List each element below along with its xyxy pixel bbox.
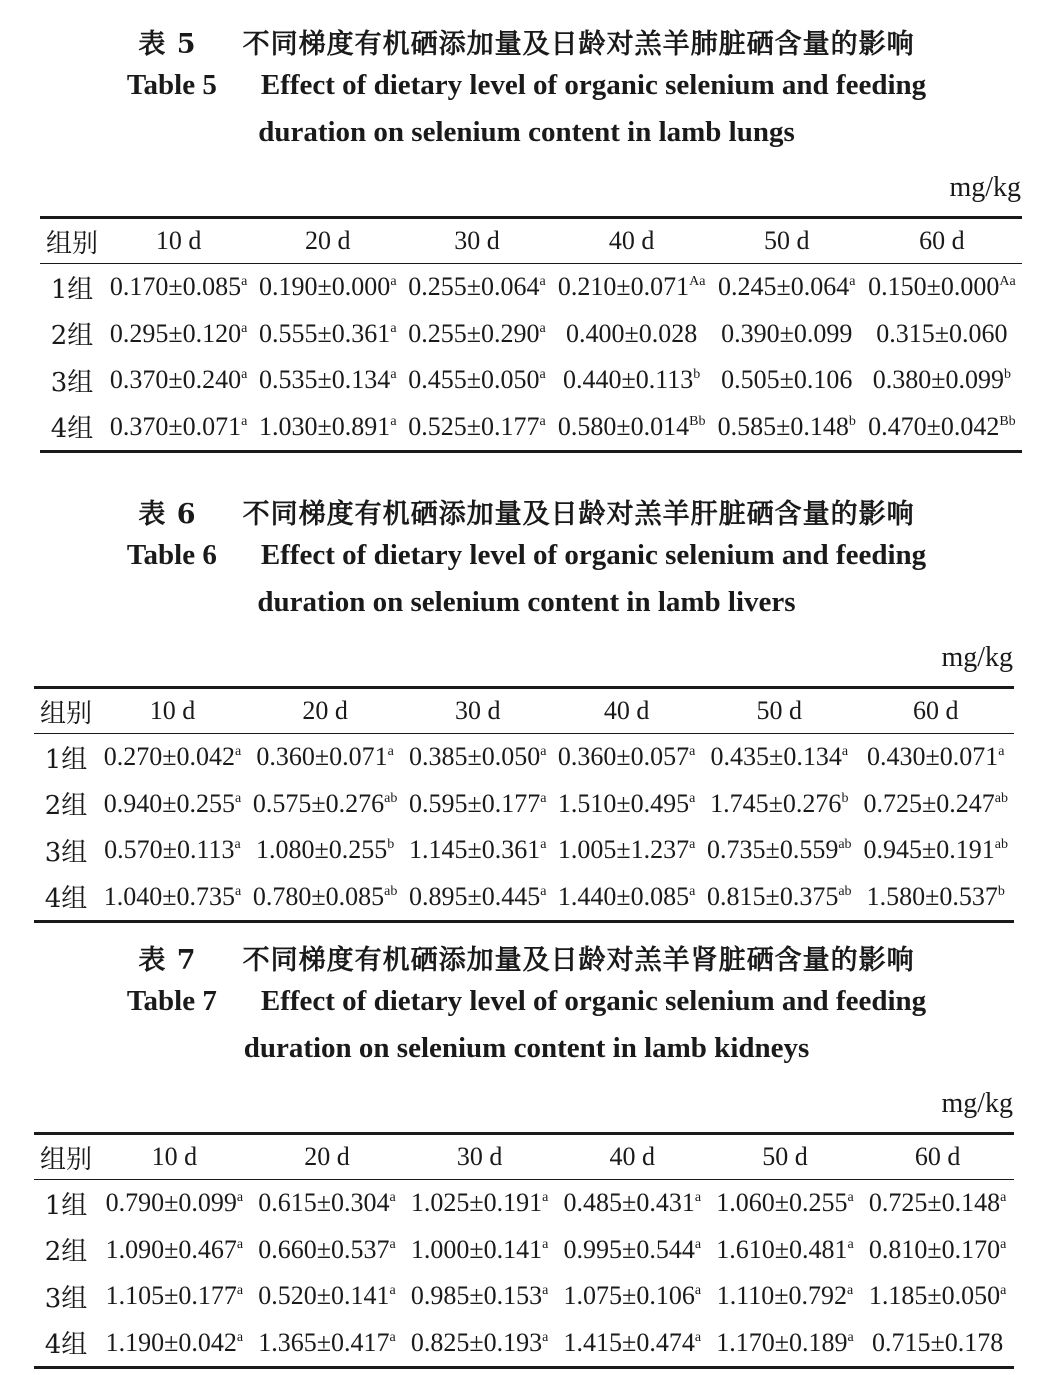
table5-group-label: 3组 (50, 367, 94, 398)
cell-value: 0.940±0.255 (103, 788, 235, 818)
cell-value: 0.455±0.050 (408, 365, 540, 395)
table6-cell (858, 781, 1014, 828)
table7-header-day: 40 d (556, 1134, 709, 1180)
significance-letter: a (234, 883, 242, 899)
cell-value: 1.040±0.735 (103, 881, 235, 911)
table5-body (40, 264, 1022, 452)
table5-cell (862, 357, 1022, 404)
cell-value: 0.385±0.050 (409, 742, 541, 772)
significance-letter: a (241, 367, 248, 383)
significance-letter: a (689, 744, 696, 760)
significance-letter: Bb (999, 413, 1016, 429)
cell-value: 1.025±0.191 (410, 1188, 543, 1218)
significance-letter: a (841, 744, 849, 760)
table7-header-day: 30 d (403, 1134, 556, 1180)
cell-value: 1.510±0.495 (557, 788, 690, 818)
table5-cell (712, 264, 862, 311)
significance-letter: ab (838, 837, 852, 853)
table6-cell (247, 827, 403, 874)
table7-group-label: 1组 (44, 1190, 88, 1221)
table7-cell (251, 1273, 404, 1320)
cell-value: 0.150±0.000 (868, 272, 1000, 302)
table6-cell (858, 827, 1014, 874)
table5-cell (253, 311, 402, 358)
table7-cell (709, 1180, 862, 1227)
cell-value: 1.185±0.050 (868, 1281, 1001, 1311)
cell-value: 1.145±0.361 (409, 835, 541, 865)
cell-value: 0.715±0.178 (872, 1327, 1004, 1357)
significance-letter: b (997, 883, 1005, 899)
significance-letter: a (998, 744, 1005, 760)
significance-letter: b (693, 367, 701, 383)
table5-cell (552, 264, 712, 311)
table6-cell (98, 734, 247, 781)
significance-letter: a (694, 1283, 702, 1299)
significance-letter: ab (994, 837, 1009, 853)
table7-cell (251, 1180, 404, 1227)
significance-letter: a (689, 790, 696, 806)
table7-row (34, 1320, 1014, 1368)
significance-letter: a (847, 1236, 854, 1252)
table5-header-day: 40 d (552, 218, 712, 264)
significance-letter: a (389, 1236, 396, 1252)
significance-letter: a (694, 1190, 702, 1206)
cell-value: 0.555±0.361 (259, 318, 391, 348)
cell-value: 0.315±0.060 (876, 318, 1008, 348)
significance-letter: a (236, 1190, 244, 1206)
table7-cell (251, 1227, 404, 1274)
table5 (40, 216, 1022, 453)
table6-body (34, 734, 1014, 922)
table7-group-label: 3组 (44, 1283, 88, 1314)
table5-group-label: 2组 (50, 321, 94, 352)
table6-title-en-1: Effect of dietary level of organic selenium and feeding (260, 539, 927, 571)
significance-letter: a (390, 413, 397, 429)
table5-unit: mg/kg (949, 172, 1021, 203)
significance-letter: ab (838, 883, 852, 899)
table7-caption-cn (0, 944, 1053, 978)
significance-letter: a (694, 1329, 702, 1345)
cell-value: 1.745±0.276 (710, 788, 842, 818)
table5-cell (552, 404, 712, 452)
table7-title-en-2: duration on selenium content in lamb kidneys (243, 1032, 810, 1064)
significance-letter: a (539, 320, 546, 336)
table5-label-en: Table 5 (126, 69, 217, 101)
table6-header-row (34, 688, 1014, 734)
table7-header-row (34, 1134, 1014, 1180)
table5-header-day: 30 d (402, 218, 551, 264)
significance-letter: a (389, 1283, 396, 1299)
table7-cell (98, 1227, 251, 1274)
table6-cell (701, 874, 857, 922)
table5-title-cn: 不同梯度有机硒添加量及日龄对羔羊肺脏硒含量的影响 (242, 29, 915, 60)
significance-letter: a (1000, 1190, 1007, 1206)
significance-letter: a (542, 1283, 549, 1299)
cell-value: 1.580±0.537 (866, 881, 998, 911)
table5-title-en-2: duration on selenium content in lamb lungs (258, 116, 795, 148)
table5-cell (253, 404, 402, 452)
significance-letter: a (234, 790, 242, 806)
significance-letter: a (241, 320, 248, 336)
table7-row (34, 1180, 1014, 1227)
table5-header-day: 20 d (253, 218, 402, 264)
significance-letter: ab (384, 883, 398, 899)
table7-cell (556, 1273, 709, 1320)
cell-value: 0.485±0.431 (563, 1188, 695, 1218)
cell-value: 0.615±0.304 (258, 1188, 390, 1218)
table7-cell (403, 1273, 556, 1320)
table7-cell (251, 1320, 404, 1368)
table5-header-day: 60 d (862, 218, 1022, 264)
table7-cell (861, 1320, 1014, 1368)
significance-letter: ab (384, 790, 398, 806)
table7-header-day: 20 d (251, 1134, 404, 1180)
significance-letter: b (387, 837, 395, 853)
significance-letter: a (236, 1329, 244, 1345)
table5-cell (104, 264, 253, 311)
table7-cell (556, 1320, 709, 1368)
cell-value: 0.370±0.071 (109, 411, 242, 441)
significance-letter: a (542, 1236, 549, 1252)
table7-cell (556, 1180, 709, 1227)
table7 (34, 1132, 1014, 1369)
cell-value: 0.435±0.134 (710, 742, 842, 772)
table5-group-label: 4组 (40, 404, 104, 452)
cell-value: 0.400±0.028 (566, 318, 698, 348)
table5-cell (253, 264, 402, 311)
cell-value: 0.255±0.064 (408, 272, 540, 302)
table6-cell (403, 874, 552, 922)
table5-row (40, 404, 1022, 452)
table7-row (34, 1273, 1014, 1320)
table6-unit: mg/kg (941, 642, 1013, 673)
table5-cell (712, 357, 862, 404)
table5-caption-en-line1 (0, 62, 1053, 109)
table6-cell (858, 734, 1014, 781)
cell-value: 0.360±0.057 (557, 742, 690, 772)
table6-header-day: 20 d (247, 688, 403, 734)
table6-label-en: Table 6 (126, 539, 217, 571)
cell-value: 0.360±0.071 (256, 742, 388, 772)
cell-value: 0.825±0.193 (410, 1327, 543, 1357)
table5-row (40, 311, 1022, 358)
significance-letter: a (390, 367, 397, 383)
cell-value: 0.945±0.191 (863, 835, 995, 865)
table7-cell (861, 1227, 1014, 1274)
cell-value: 0.810±0.170 (868, 1234, 1001, 1264)
table7-header-group: 组别 (34, 1134, 98, 1180)
significance-letter: a (847, 1190, 854, 1206)
table7-header-day: 60 d (861, 1134, 1014, 1180)
significance-letter: ab (994, 790, 1009, 806)
significance-letter: b (1004, 367, 1012, 383)
table6-cell (403, 781, 552, 828)
table6-cell (98, 827, 247, 874)
table7-row (34, 1227, 1014, 1274)
cell-value: 0.255±0.290 (408, 318, 540, 348)
significance-letter: a (241, 274, 248, 290)
cell-value: 0.570±0.113 (104, 835, 235, 865)
table5-cell (712, 404, 862, 452)
table6-label-cn: 表 6 (138, 499, 197, 530)
table7-unit: mg/kg (941, 1088, 1013, 1119)
table7-cell (98, 1273, 251, 1320)
significance-letter: a (1000, 1236, 1007, 1252)
table7-cell (403, 1320, 556, 1368)
cell-value: 0.525±0.177 (408, 411, 540, 441)
significance-letter: a (542, 1190, 549, 1206)
table5-cell (104, 311, 253, 358)
cell-value: 0.210±0.071 (557, 272, 690, 302)
table5-cell (862, 311, 1022, 358)
cell-value: 0.725±0.148 (868, 1188, 1001, 1218)
table6-group-label: 2组 (44, 791, 88, 822)
table5-cell (552, 357, 712, 404)
table5-header-day: 50 d (712, 218, 862, 264)
cell-value: 0.470±0.042 (868, 411, 1000, 441)
table7-cell (403, 1180, 556, 1227)
table6-cell (701, 827, 857, 874)
table6-cell (403, 734, 552, 781)
cell-value: 1.005±1.237 (557, 835, 690, 865)
table6-header-day: 40 d (552, 688, 701, 734)
significance-letter: b (848, 413, 856, 429)
significance-letter: a (241, 413, 248, 429)
table5-group-label: 1组 (50, 274, 94, 305)
table6-group-label: 3组 (44, 837, 88, 868)
table6-cell (98, 874, 247, 922)
significance-letter: a (542, 1329, 549, 1345)
table6-header-group: 组别 (34, 688, 98, 734)
table5-row (40, 264, 1022, 311)
table7-cell (709, 1273, 862, 1320)
significance-letter: a (540, 883, 547, 899)
cell-value: 0.585±0.148 (717, 411, 849, 441)
significance-letter: a (236, 1236, 244, 1252)
table5-row (40, 357, 1022, 404)
table6-cell (247, 734, 403, 781)
table5-cell (402, 357, 551, 404)
significance-letter: a (390, 320, 397, 336)
cell-value: 1.090±0.467 (105, 1234, 237, 1264)
table6-cell (701, 734, 857, 781)
table6-row (34, 827, 1014, 874)
table6-cell (552, 734, 701, 781)
cell-value: 0.780±0.085 (252, 881, 385, 911)
table6-cell (552, 781, 701, 828)
cell-value: 0.390±0.099 (721, 318, 853, 348)
significance-letter: a (234, 837, 241, 853)
table5-cell (862, 404, 1022, 452)
table6-cell (403, 827, 552, 874)
table6-group-label: 4组 (34, 874, 98, 922)
cell-value: 0.370±0.240 (109, 365, 242, 395)
table5-cell (712, 311, 862, 358)
table6-title-cn: 不同梯度有机硒添加量及日龄对羔羊肝脏硒含量的影响 (242, 499, 915, 530)
table7-title-en-1: Effect of dietary level of organic selenium and feeding (260, 985, 927, 1017)
table7-cell (709, 1320, 862, 1368)
cell-value: 0.190±0.000 (259, 272, 391, 302)
cell-value: 1.030±0.891 (259, 411, 391, 441)
table6-row (34, 781, 1014, 828)
cell-value: 0.535±0.134 (259, 365, 391, 395)
table6-cell (98, 781, 247, 828)
table5-caption-cn (0, 28, 1053, 62)
table7-group-label: 2组 (44, 1237, 88, 1268)
cell-value: 0.725±0.247 (863, 788, 995, 818)
significance-letter: a (540, 744, 547, 760)
significance-letter: a (849, 274, 856, 290)
cell-value: 1.000±0.141 (410, 1234, 543, 1264)
significance-letter: a (694, 1236, 702, 1252)
cell-value: 1.075±0.106 (563, 1281, 695, 1311)
table5-cell (104, 404, 253, 452)
table6 (34, 686, 1014, 923)
table6-cell (247, 874, 403, 922)
table6-title-en-2: duration on selenium content in lamb livers (257, 586, 796, 618)
table6-caption (0, 498, 1053, 626)
cell-value: 1.415±0.474 (563, 1327, 695, 1357)
significance-letter: a (390, 274, 397, 290)
table6-header-day: 60 d (858, 688, 1014, 734)
significance-letter: a (387, 744, 394, 760)
cell-value: 0.520±0.141 (258, 1281, 390, 1311)
cell-value: 0.815±0.375 (707, 881, 839, 911)
cell-value: 0.245±0.064 (718, 272, 850, 302)
table5-cell (253, 357, 402, 404)
cell-value: 0.170±0.085 (109, 272, 242, 302)
cell-value: 0.295±0.120 (109, 318, 242, 348)
cell-value: 1.190±0.042 (105, 1327, 237, 1357)
table7-label-en: Table 7 (126, 985, 217, 1017)
table5-cell (402, 264, 551, 311)
table5-header-day: 10 d (104, 218, 253, 264)
cell-value: 0.580±0.014 (557, 411, 690, 441)
table5-cell (402, 404, 551, 452)
cell-value: 0.430±0.071 (867, 742, 999, 772)
cell-value: 0.440±0.113 (562, 365, 694, 395)
table5-caption (0, 28, 1053, 156)
table5-header-row (40, 218, 1022, 264)
table6-cell (701, 781, 857, 828)
table7-cell (98, 1180, 251, 1227)
significance-letter: a (689, 883, 696, 899)
table6-header-day: 10 d (98, 688, 247, 734)
significance-letter: Bb (689, 413, 706, 429)
significance-letter: a (389, 1190, 396, 1206)
table7-group-label: 4组 (34, 1320, 98, 1368)
table7-cell (861, 1180, 1014, 1227)
table6-group-label: 1组 (44, 744, 88, 775)
cell-value: 1.365±0.417 (258, 1327, 390, 1357)
table5-cell (552, 311, 712, 358)
table7-cell (98, 1320, 251, 1368)
cell-value: 0.380±0.099 (872, 365, 1005, 395)
table6-cell (552, 874, 701, 922)
table7-label-cn: 表 7 (138, 945, 197, 976)
cell-value: 0.270±0.042 (103, 742, 235, 772)
table5-label-cn: 表 5 (138, 29, 197, 60)
table6-caption-cn (0, 498, 1053, 532)
cell-value: 1.610±0.481 (716, 1234, 848, 1264)
table5-cell (402, 311, 551, 358)
cell-value: 0.735±0.559 (707, 835, 839, 865)
table7-cell (861, 1273, 1014, 1320)
significance-letter: b (841, 790, 849, 806)
significance-letter: a (847, 1283, 854, 1299)
significance-letter: a (236, 1283, 244, 1299)
significance-letter: a (539, 413, 546, 429)
significance-letter: a (540, 790, 547, 806)
table7-cell (403, 1227, 556, 1274)
table7-caption-en-line1 (0, 978, 1053, 1025)
significance-letter: a (539, 367, 546, 383)
cell-value: 1.060±0.255 (716, 1188, 848, 1218)
significance-letter: a (1000, 1283, 1007, 1299)
significance-letter: a (389, 1329, 396, 1345)
table6-header-day: 50 d (701, 688, 857, 734)
table5-cell (862, 264, 1022, 311)
significance-letter: Aa (999, 274, 1016, 290)
table6-cell (247, 781, 403, 828)
cell-value: 0.985±0.153 (410, 1281, 543, 1311)
table5-title-en-1: Effect of dietary level of organic selenium and feeding (260, 69, 927, 101)
significance-letter: a (847, 1329, 854, 1345)
significance-letter: a (689, 837, 696, 853)
table7-body (34, 1180, 1014, 1368)
cell-value: 0.595±0.177 (409, 788, 541, 818)
cell-value: 0.505±0.106 (721, 365, 853, 395)
table7-header-day: 50 d (709, 1134, 862, 1180)
table7-cell (709, 1227, 862, 1274)
cell-value: 0.995±0.544 (563, 1234, 695, 1264)
table6-row (34, 874, 1014, 922)
table5-header-group: 组别 (40, 218, 104, 264)
table6-cell (858, 874, 1014, 922)
table7-cell (556, 1227, 709, 1274)
table6-caption-en-line1 (0, 532, 1053, 579)
table7-title-cn: 不同梯度有机硒添加量及日龄对羔羊肾脏硒含量的影响 (242, 945, 915, 976)
table6-cell (552, 827, 701, 874)
cell-value: 0.790±0.099 (105, 1188, 237, 1218)
significance-letter: a (540, 837, 547, 853)
cell-value: 0.660±0.537 (258, 1234, 390, 1264)
cell-value: 1.110±0.792 (716, 1281, 847, 1311)
cell-value: 0.575±0.276 (252, 788, 385, 818)
significance-letter: Aa (689, 274, 706, 290)
cell-value: 1.080±0.255 (255, 835, 388, 865)
table5-cell (104, 357, 253, 404)
table7-caption (0, 944, 1053, 1072)
significance-letter: a (539, 274, 546, 290)
table6-header-day: 30 d (403, 688, 552, 734)
cell-value: 1.105±0.177 (105, 1281, 237, 1311)
cell-value: 1.440±0.085 (557, 881, 690, 911)
significance-letter: a (234, 744, 242, 760)
table6-row (34, 734, 1014, 781)
cell-value: 0.895±0.445 (409, 881, 541, 911)
cell-value: 1.170±0.189 (716, 1327, 848, 1357)
table7-header-day: 10 d (98, 1134, 251, 1180)
